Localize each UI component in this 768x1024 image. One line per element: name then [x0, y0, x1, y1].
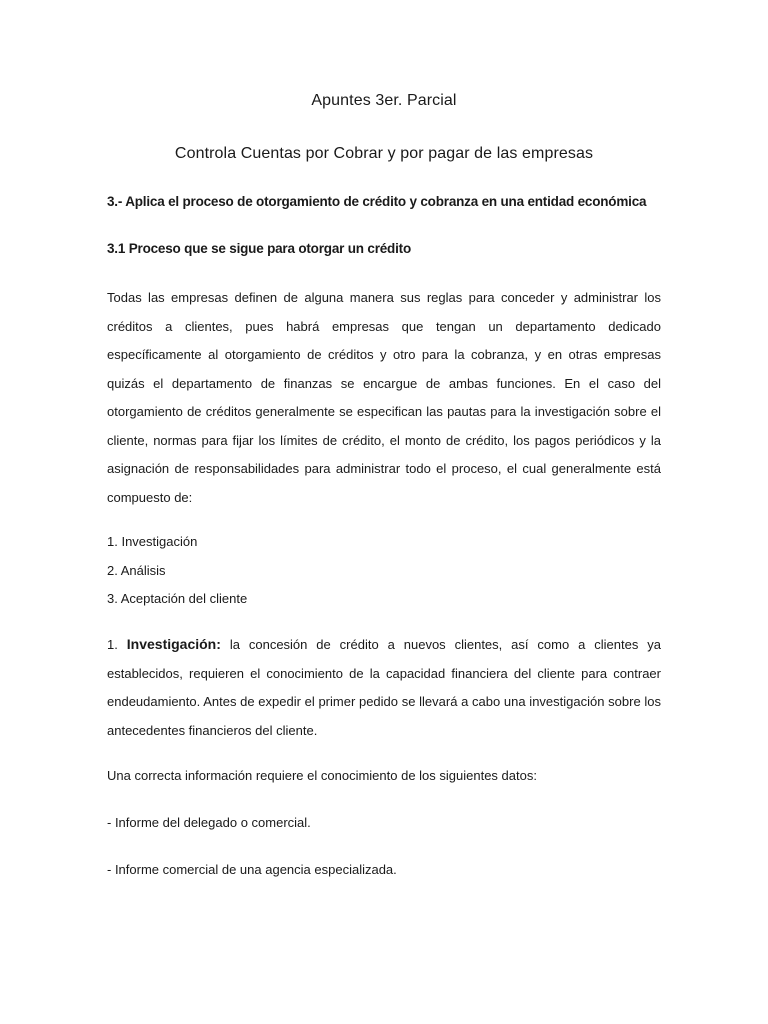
list-item: 2. Análisis — [107, 562, 166, 578]
investigation-text: la concesión de crédito a nuevos clientes, así como a clientes ya establecidos, requieren el conocimiento de la capacidad financiera del cliente para contraer endeudamiento. Antes de expedir el primer pedido se llevará a cabo una investigación sobre los antecedentes financieros del cliente. — [107, 637, 661, 738]
investigation-paragraph — [107, 630, 661, 745]
subsection-heading: 3.1 Proceso que se sigue para otorgar un crédito — [107, 241, 411, 256]
list-item: 1. Investigación — [107, 534, 198, 549]
data-intro-text: Una correcta información requiere el conocimiento de los siguientes datos: — [107, 768, 537, 783]
section-heading: 3.- Aplica el proceso de otorgamiento de crédito y cobranza en una entidad económica — [107, 194, 647, 209]
data-item: - Informe comercial de una agencia especializada. — [107, 862, 397, 877]
investigation-label: Investigación: — [126, 636, 221, 652]
process-steps-list — [107, 528, 247, 614]
intro-paragraph: Todas las empresas definen de alguna manera sus reglas para conceder y administrar los créditos a clientes, pues habrá empresas que tengan un departamento dedicado específicamente al otorgamiento de créditos y otro para la cobranza, y en otras empresas quizás el departamento de finanzas se encargue de ambas funciones. En el caso del otorgamiento de créditos generalmente se especifican las pautas para la investigación sobre el cliente, normas para fijar los límites de crédito, el monto de crédito, los pagos periódicos y la asignación de responsabilidades para administrar todo el proceso, el cual generalmente está compuesto de: — [107, 290, 661, 505]
document-subtitle: Controla Cuentas por Cobrar y por pagar de las empresas — [174, 145, 594, 162]
list-item: 3. Aceptación del cliente — [107, 591, 248, 606]
document-title: Apuntes 3er. Parcial — [311, 92, 457, 109]
data-item: - Informe del delegado o comercial. — [107, 815, 311, 830]
investigation-number: 1. — [107, 637, 118, 652]
